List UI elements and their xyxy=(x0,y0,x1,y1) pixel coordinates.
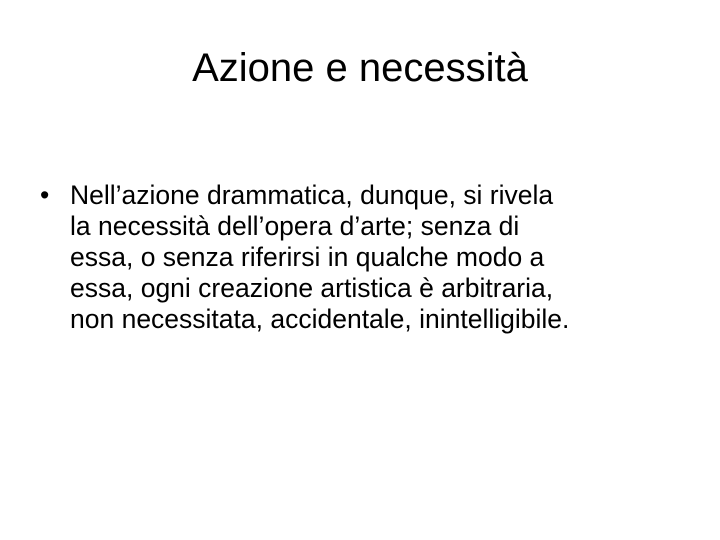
bullet-text-line: Nell’azione drammatica, dunque, si rivela xyxy=(70,180,554,210)
bullet-text-line: essa, ogni creazione artistica è arbitraria, xyxy=(70,273,554,303)
bullet-item xyxy=(36,180,686,335)
slide-title: Azione e necessità xyxy=(192,46,528,90)
bullet-list xyxy=(36,180,686,335)
bullet-text-line: la necessità dell’opera d’arte; senza di xyxy=(70,211,520,241)
bullet-text-line: non necessitata, accidentale, inintelligibile. xyxy=(70,304,570,334)
bullet-marker: • xyxy=(40,180,50,210)
bullet-text-line: essa, o senza riferirsi in qualche modo a xyxy=(70,242,545,272)
